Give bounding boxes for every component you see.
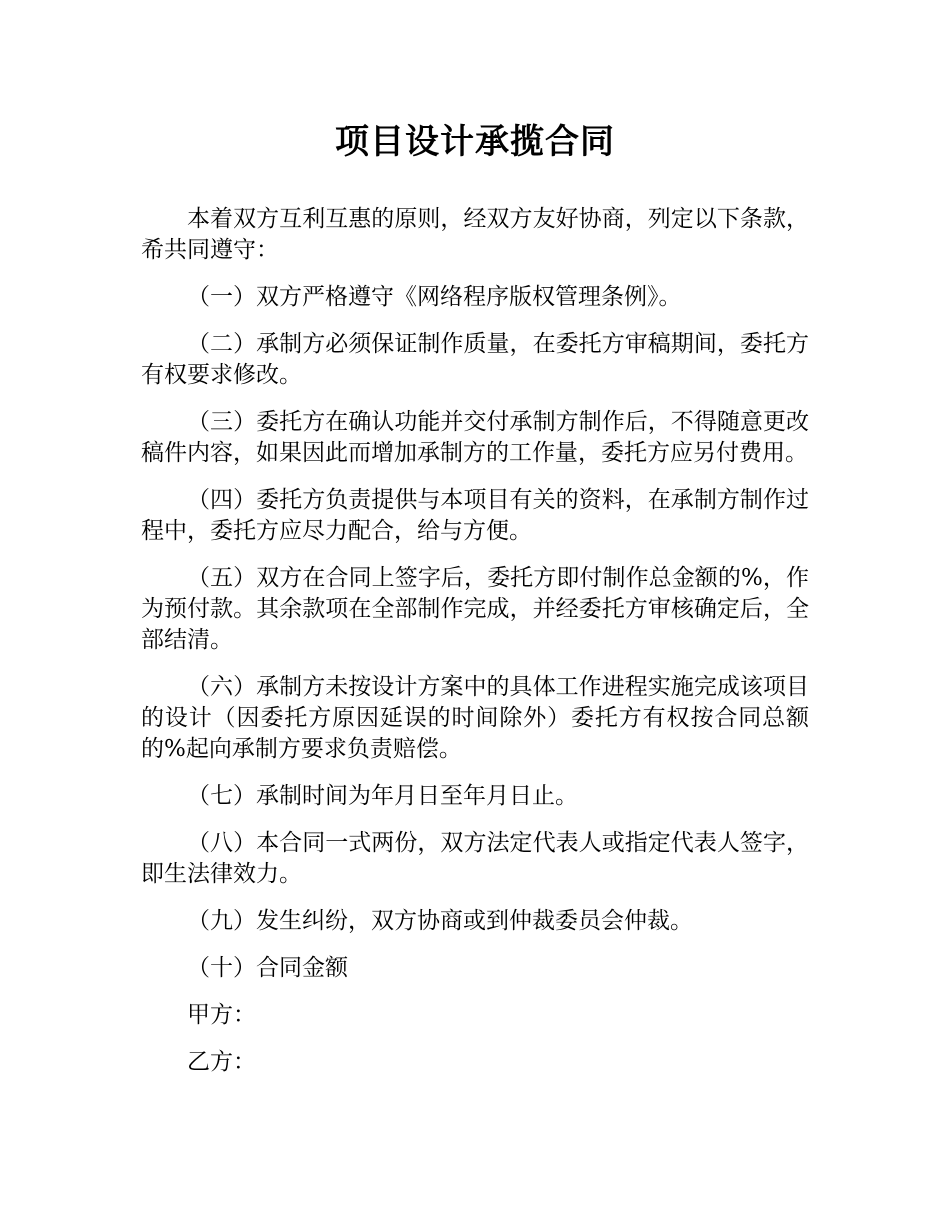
clause-1: （一）双方严格遵守《网络程序版权管理条例》。 bbox=[187, 284, 682, 310]
party-a-signature: 甲方： bbox=[187, 1002, 256, 1028]
clause-3: （三）委托方在确认功能并交付承制方制作后，不得随意更改稿件内容，如果因此而增加承制方的工作量，委托方应另付费用。 bbox=[141, 409, 809, 466]
clause-2: （二）承制方必须保证制作质量，在委托方审稿期间，委托方有权要求修改。 bbox=[141, 331, 809, 388]
clause-10: （十）合同金额 bbox=[187, 955, 348, 981]
party-b-signature: 乙方： bbox=[187, 1049, 256, 1075]
clause-4: （四）委托方负责提供与本项目有关的资料，在承制方制作过程中，委托方应尽力配合，给与方便。 bbox=[141, 487, 809, 544]
clause-9: （九）发生纠纷，双方协商或到仲裁委员会仲裁。 bbox=[187, 908, 693, 934]
document-body bbox=[141, 204, 809, 1094]
clause-8: （八）本合同一式两份，双方法定代表人或指定代表人签字，即生法律效力。 bbox=[141, 830, 809, 887]
intro-paragraph: 本着双方互利互惠的原则，经双方友好协商，列定以下条款，希共同遵守： bbox=[141, 206, 809, 263]
clause-7: （七）承制时间为年月日至年月日止。 bbox=[187, 783, 578, 809]
clause-6: （六）承制方未按设计方案中的具体工作进程实施完成该项目的设计（因委托方原因延误的时间除外）委托方有权按合同总额的%起向承制方要求负责赔偿。 bbox=[141, 674, 809, 762]
clause-5: （五）双方在合同上签字后，委托方即付制作总金额的%，作为预付款。其余款项在全部制作完成，并经委托方审核确定后，全部结清。 bbox=[141, 565, 809, 653]
document-title: 项目设计承揽合同 bbox=[335, 122, 615, 162]
